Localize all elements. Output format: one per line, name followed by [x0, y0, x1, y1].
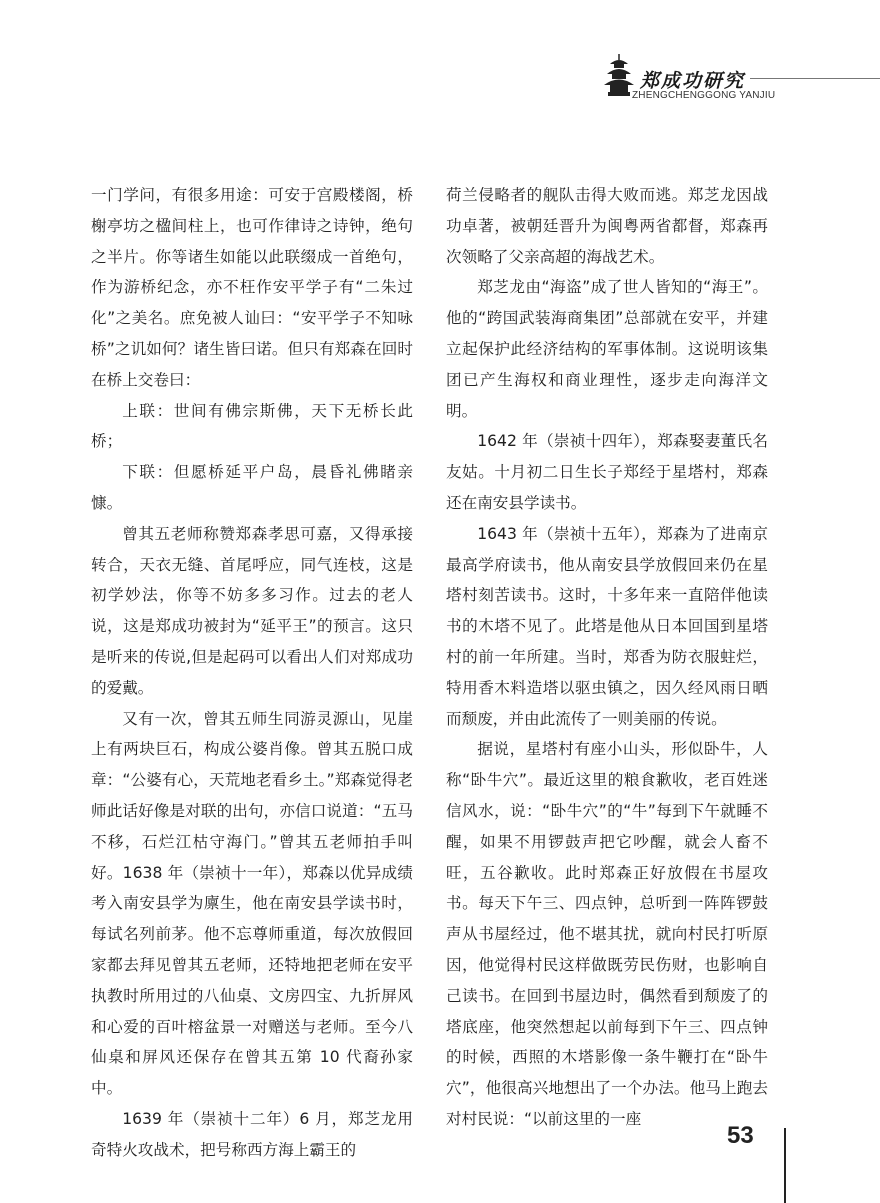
paragraph: 1643 年（崇祯十五年），郑森为了进南京最高学府读书，他从南安县学放假回来仍在星塔村刻苦读书。这时，十多年来一直陪伴他读书的木塔不见了。此塔是他从日本回国到星塔村的前一年所建。当时，郑香为防衣服蛀烂，特用香木料造塔以驱虫镇之，因久经风雨日晒而颓废，并由此流传了一则美丽的传说。: [446, 524, 768, 728]
pagoda-logo-icon: [602, 52, 636, 100]
paragraph: 1642 年（崇祯十四年），郑森娶妻董氏名友姑。十月初二日生长子郑经于星塔村，郑森还在南安县学读书。: [446, 432, 768, 512]
paragraph: 据说，星塔村有座小山头，形似卧牛，人称“卧牛穴”。最近这里的粮食歉收，老百姓迷信风水，说：“卧牛穴”的“牛”每到下午就睡不醒，如果不用锣鼓声把它吵醒，就会人畜不旺，五谷歉收。此时郑森正好放假在书屋攻书。每天下午三、四点钟，总听到一阵阵锣鼓声从书屋经过，他不堪其扰，就向村民打听原因，他觉得村民这样做既劳民伤财，也影响自己读书。在回到书屋边时，偶然看到颓废了的塔底座，他突然想起以前每到下午三、四点钟的时候，西照的木塔影像一条牛鞭打在“卧牛穴”，他很高兴地想出了一个办法。他马上跑去对村民说：“以前这里的一座: [446, 740, 768, 1128]
left-column: [91, 180, 413, 1166]
right-column: [446, 180, 768, 1135]
paragraph: 又有一次，曾其五师生同游灵源山，见崖上有两块巨石，构成公婆肖像。曾其五脱口成章：“公婆有心，天荒地老看乡土。”郑森觉得老师此话好像是对联的出句，亦信口说道：“五马不移，石烂江枯守海门。”曾其五老师拍手叫好。1638 年（崇祯十一年），郑森以优异成绩考入南安县学为廪生，他在南安县学读书时，每试名列前茅。他不忘尊师重道，每次放假回家都去拜见曾其五老师，还特地把老师在安平执教时所用过的八仙桌、文房四宝、九折屏风和心爱的百叶榕盆景一对赠送与老师。至今八仙桌和屏风还保存在曾其五第 10 代裔孙家中。: [91, 709, 413, 1098]
paragraph: 一门学问，有很多用途：可安于宫殿楼阁，桥榭亭坊之楹间柱上，也可作律诗之诗钟，绝句之半片。你等诸生如能以此联缀成一首绝句，作为游桥纪念，亦不枉作安平学子有“二朱过化”之美名。庶免被人讪曰：“安平学子不知咏桥”之讥如何？诸生皆曰诺。但只有郑森在回时在桥上交卷曰：: [91, 186, 413, 389]
couplet-lower: 下联：但愿桥延平户岛，晨昏礼佛睹亲慷。: [91, 463, 413, 512]
journal-subtitle: ZHENGCHENGGONG YANJIU: [632, 90, 776, 101]
paragraph: 曾其五老师称赞郑森孝思可嘉，又得承接转合，天衣无缝、首尾呼应，同气连枝，这是初学妙法，你等不妨多多习作。过去的老人说，这是郑成功被封为“延平王”的预言。这只是听来的传说,但是起码可以看出人们对郑成功的爱戴。: [91, 524, 413, 697]
running-header: [600, 52, 880, 112]
page-number: 53: [727, 1122, 754, 1149]
paragraph: 荷兰侵略者的舰队击得大败而逃。郑芝龙因战功卓著，被朝廷晋升为闽粤两省都督，郑森再次领略了父亲高超的海战艺术。: [446, 186, 768, 266]
paragraph: 郑芝龙由“海盗”成了世人皆知的“海王”。他的“跨国武装海商集团”总部就在安平，并建立起保护此经济结构的军事体制。这说明该集团已产生海权和商业理性，逐步走向海洋文明。: [446, 278, 768, 420]
couplet-upper: 上联：世间有佛宗斯佛，天下无桥长此桥；: [91, 401, 413, 451]
paragraph: 1639 年（崇祯十二年）6 月，郑芝龙用奇特火攻战术，把号称西方海上霸王的: [91, 1109, 413, 1159]
header-rule: [750, 78, 880, 79]
journal-title: 郑成功研究: [640, 70, 746, 92]
page-number-rule: [784, 1128, 786, 1203]
